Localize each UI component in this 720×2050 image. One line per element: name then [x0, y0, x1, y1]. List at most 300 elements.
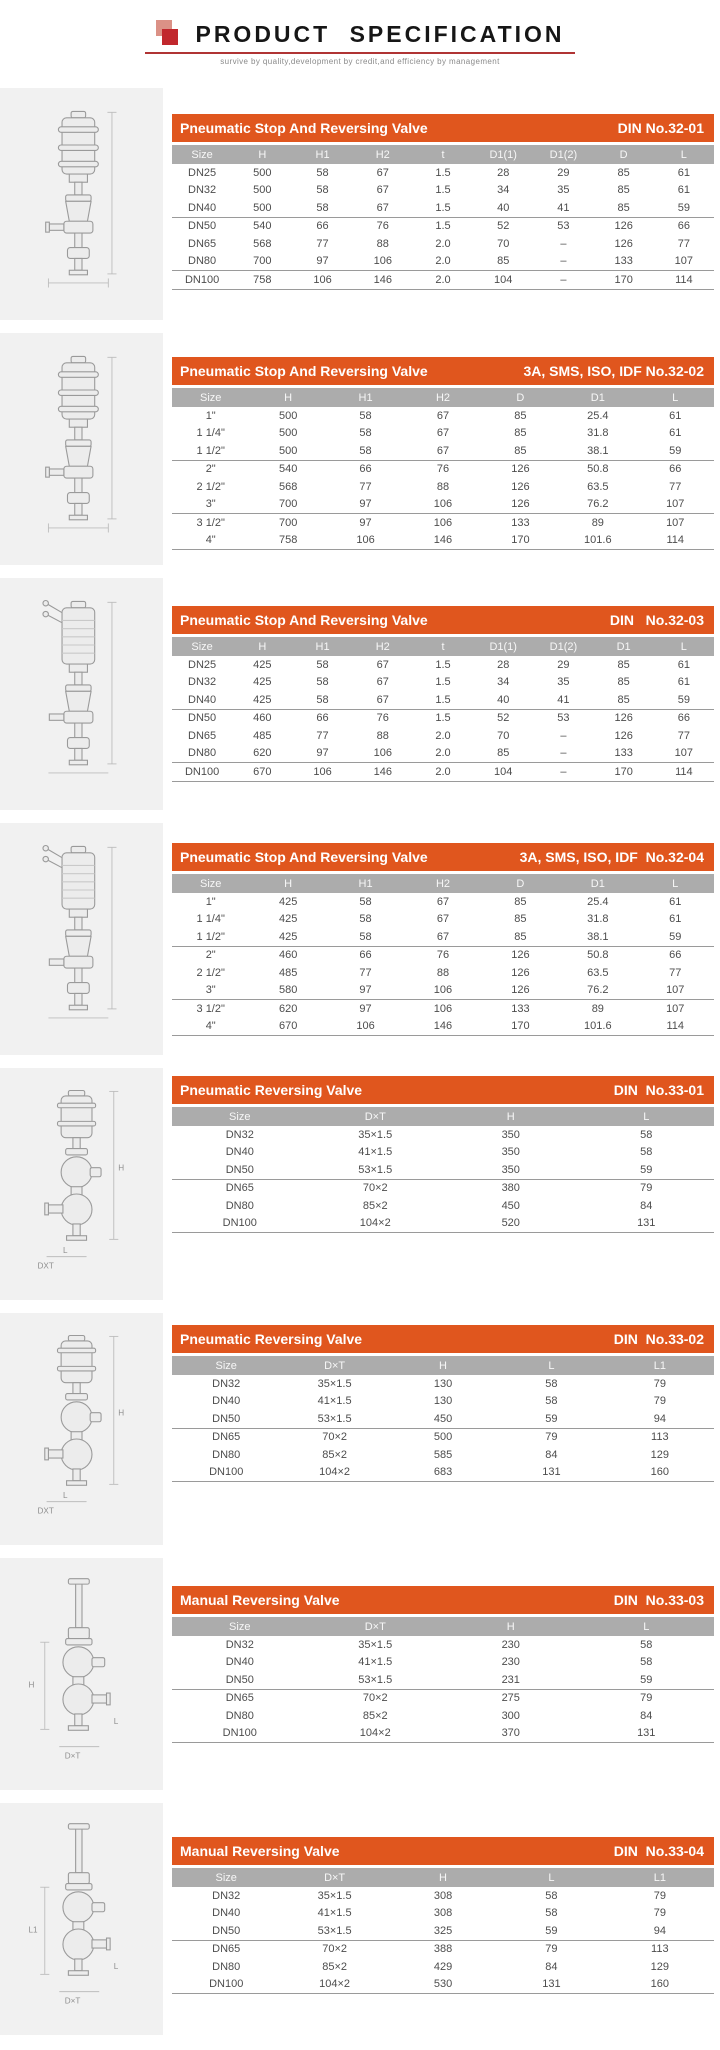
table-cell: DN50	[225, 1163, 254, 1176]
table-cell: 1.5	[435, 712, 451, 725]
table-cell: 1 1/2"	[196, 930, 225, 943]
table-cell: 126	[511, 498, 530, 511]
spec-sections	[0, 85, 720, 2045]
brand-tagline: survive by quality,development by credit,and efficiency by management	[220, 57, 500, 66]
table-cell: 63.5	[587, 480, 609, 493]
spec-section	[0, 1065, 720, 1310]
table-cell: 500	[433, 1431, 453, 1444]
table-cell: 41×1.5	[358, 1146, 393, 1159]
table-cell: 500	[253, 201, 272, 214]
table-cell: 70	[497, 729, 510, 742]
column-header: L1	[653, 1871, 666, 1884]
table-cell: DN80	[225, 1199, 254, 1212]
spec-section	[0, 820, 720, 1065]
table-title-bar	[172, 606, 714, 634]
table-row	[172, 478, 714, 496]
column-header: H	[439, 1871, 447, 1884]
table-cell: 85	[617, 201, 630, 214]
table-cell: 67	[436, 444, 450, 457]
table-cell: 79	[653, 1377, 666, 1390]
table-cell: 94	[653, 1412, 666, 1425]
table-cell: 76	[376, 712, 389, 725]
spec-section	[0, 85, 720, 330]
table-cell: 450	[433, 1412, 453, 1425]
table-title: Manual Reversing Valve	[180, 1843, 340, 1859]
column-header: D×T	[364, 1110, 386, 1123]
table-cell: 70	[497, 237, 510, 250]
pneumatic-stop-and-reversing-valve-weld-drawing	[0, 578, 163, 810]
page-header	[0, 0, 720, 85]
table-cell: 146	[373, 273, 392, 286]
table-cell: 425	[253, 658, 272, 671]
table-row	[172, 496, 714, 515]
table-cell: 31.8	[587, 913, 609, 926]
table-cell: 231	[501, 1673, 520, 1686]
table-cell: 126	[614, 712, 633, 725]
table-title-bar	[172, 114, 714, 142]
table-cell: 85	[617, 184, 630, 197]
table-cell: 97	[359, 516, 372, 529]
table-cell: 3 1/2"	[196, 1002, 225, 1015]
table-cell: DN50	[212, 1924, 241, 1937]
table-cell: 700	[253, 255, 272, 268]
table-cell: 77	[677, 237, 690, 250]
table-cell: 58	[359, 427, 372, 440]
table-row	[172, 182, 714, 200]
table-cell: DN50	[212, 1412, 241, 1425]
table-row	[172, 407, 714, 425]
table-cell: 425	[278, 913, 298, 926]
table-cell: 3"	[205, 984, 216, 997]
table-cell: 1"	[205, 409, 216, 422]
table-cell: 450	[501, 1199, 520, 1212]
table-row	[172, 1126, 714, 1144]
table-cell: 61	[677, 658, 690, 671]
table-standard-badge: DIN No.32-01	[617, 120, 704, 136]
table-cell: 59	[677, 201, 690, 214]
table-row	[172, 1671, 714, 1690]
table-cell: 114	[675, 765, 693, 778]
table-cell: 58	[545, 1377, 558, 1390]
table-row	[172, 514, 714, 532]
table-cell: 104×2	[359, 1727, 391, 1740]
table-cell: DN40	[225, 1146, 254, 1159]
table-cell: DN25	[188, 166, 217, 179]
table-cell: 104×2	[319, 1978, 351, 1991]
table-cell: DN80	[225, 1709, 254, 1722]
column-header: L	[672, 877, 679, 890]
column-header: D1(1)	[489, 148, 517, 161]
table-cell: 460	[278, 949, 298, 962]
table-cell: 61	[669, 427, 682, 440]
table-cell: 3"	[205, 498, 216, 511]
table-cell: 107	[666, 498, 685, 511]
column-header: D1(2)	[549, 640, 578, 653]
column-header: H2	[435, 391, 450, 404]
table-cell: 114	[666, 1020, 685, 1033]
table-standard-badge: 3A, SMS, ISO, IDF No.32-02	[523, 363, 704, 379]
table-cell: DN100	[209, 1978, 244, 1991]
table-cell: 61	[669, 409, 682, 422]
table-row	[172, 1144, 714, 1162]
table-row	[172, 947, 714, 965]
table-row	[172, 1429, 714, 1447]
table-cell: 85×2	[322, 1960, 347, 1973]
table-cell: DN40	[188, 693, 217, 706]
column-header: Size	[191, 148, 213, 161]
table-row	[172, 1707, 714, 1725]
table-cell: 76	[376, 220, 389, 233]
table-cell: 34	[497, 676, 510, 689]
table-row	[172, 928, 714, 947]
table-cell: 66	[359, 949, 372, 962]
table-cell: 89	[591, 516, 604, 529]
table-title: Pneumatic Stop And Reversing Valve	[180, 612, 428, 628]
table-cell: 500	[278, 444, 298, 457]
table-row	[172, 218, 714, 236]
table-cell: DN100	[209, 1466, 244, 1479]
table-cell: 1.5	[435, 166, 451, 179]
table-cell: 50.8	[587, 949, 609, 962]
table-cell: 89	[591, 1002, 604, 1015]
table-cell: 580	[278, 984, 298, 997]
table-row	[172, 271, 714, 289]
table-cell: 58	[545, 1395, 558, 1408]
table-cell: 53×1.5	[358, 1673, 393, 1686]
table-cell: 67	[436, 409, 450, 422]
table-standard-badge: DIN No.33-04	[613, 1843, 704, 1859]
table-cell: DN65	[212, 1943, 241, 1956]
table-cell: 79	[653, 1889, 666, 1902]
table-cell: 500	[278, 409, 298, 422]
table-cell: 77	[669, 966, 682, 979]
table-cell: 35×1.5	[317, 1377, 352, 1390]
table-cell: 41×1.5	[317, 1907, 352, 1920]
table-cell: DN80	[212, 1448, 241, 1461]
table-cell: 670	[253, 765, 272, 778]
table-standard-badge: 3A, SMS, ISO, IDF No.32-04	[519, 849, 704, 865]
table-cell: 113	[651, 1431, 669, 1444]
table-cell: 58	[545, 1907, 558, 1920]
table-cell: 107	[666, 516, 685, 529]
column-header: L1	[653, 1359, 666, 1372]
table-cell: 126	[614, 237, 633, 250]
table-cell: DN65	[225, 1692, 254, 1705]
table-cell: 41×1.5	[358, 1656, 393, 1669]
column-header: Size	[200, 391, 222, 404]
spec-table	[172, 843, 714, 1036]
column-header: H	[284, 391, 293, 404]
spec-section	[0, 1555, 720, 1800]
table-row	[172, 893, 714, 911]
table-cell: 106	[433, 516, 453, 529]
pneumatic-reversing-valve-drawing	[0, 1313, 163, 1545]
table-row	[172, 1958, 714, 1976]
table-cell: 85×2	[322, 1448, 347, 1461]
table-cell: DN65	[188, 729, 217, 742]
table-cell: 230	[501, 1638, 520, 1651]
table-cell: 50.8	[587, 463, 609, 476]
column-header: H1	[358, 877, 373, 890]
title-underline	[145, 52, 575, 54]
table-cell: 97	[316, 255, 329, 268]
table-cell: 170	[614, 273, 633, 286]
table-cell: 58	[640, 1656, 653, 1669]
svg-text:H: H	[117, 1163, 124, 1173]
table-cell: 130	[433, 1377, 453, 1390]
table-cell: 2.0	[435, 765, 451, 778]
table-cell: 85	[497, 747, 510, 760]
table-cell: 126	[511, 966, 530, 979]
table-row	[172, 1922, 714, 1941]
table-cell: 160	[650, 1466, 669, 1479]
table-cell: 370	[501, 1727, 520, 1740]
table-cell: 133	[614, 747, 633, 760]
svg-text:L1: L1	[27, 1925, 38, 1935]
table-cell: DN32	[212, 1377, 241, 1390]
column-header: H2	[375, 640, 390, 653]
pneumatic-stop-and-reversing-valve-weld-drawing	[0, 823, 163, 1055]
table-cell: DN40	[212, 1395, 241, 1408]
table-cell: 59	[640, 1673, 653, 1686]
table-row	[172, 691, 714, 710]
table-cell: 41×1.5	[317, 1395, 352, 1408]
table-cell: 77	[669, 480, 682, 493]
table-cell: 58	[640, 1146, 653, 1159]
column-header: Size	[200, 877, 222, 890]
table-cell: 76	[436, 463, 450, 476]
table-cell: 79	[653, 1907, 666, 1920]
table-standard-badge: DIN No.33-03	[613, 1592, 704, 1608]
table-rows	[172, 164, 714, 290]
column-header: Size	[229, 1110, 251, 1123]
table-cell: 31.8	[587, 427, 609, 440]
table-cell: 41	[557, 693, 570, 706]
table-cell: 230	[501, 1656, 520, 1669]
table-cell: 28	[497, 166, 510, 179]
column-header: Size	[191, 640, 213, 653]
table-cell: DN32	[212, 1889, 241, 1902]
table-cell: 76.2	[587, 498, 609, 511]
spec-section	[0, 1310, 720, 1555]
table-cell: 58	[316, 676, 329, 689]
table-cell: 2.0	[435, 237, 451, 250]
table-cell: 59	[669, 930, 682, 943]
table-cell: 67	[376, 693, 389, 706]
column-header: Size	[229, 1620, 251, 1633]
column-header: H	[284, 877, 293, 890]
svg-text:H: H	[117, 1408, 124, 1418]
table-row	[172, 1375, 714, 1393]
table-cell: 485	[278, 966, 298, 979]
table-cell: 106	[433, 498, 453, 511]
table-cell: –	[560, 255, 567, 268]
table-cell: 35×1.5	[358, 1128, 393, 1141]
table-row	[172, 1446, 714, 1464]
table-cell: 79	[640, 1692, 653, 1705]
column-header: t	[441, 148, 445, 161]
table-cell: 500	[278, 427, 298, 440]
table-cell: 1.5	[435, 693, 451, 706]
column-header: H1	[358, 391, 373, 404]
table-cell: 1.5	[435, 184, 451, 197]
table-cell: 1"	[205, 895, 216, 908]
table-cell: 126	[614, 729, 633, 742]
table-cell: 40	[497, 201, 510, 214]
brand-logo-icon	[155, 20, 183, 48]
table-cell: 460	[253, 712, 272, 725]
table-rows	[172, 1375, 714, 1482]
table-cell: 129	[650, 1448, 669, 1461]
table-cell: 70×2	[362, 1692, 388, 1705]
table-cell: 85	[514, 427, 527, 440]
table-cell: DN32	[225, 1638, 254, 1651]
table-row	[172, 1410, 714, 1429]
table-cell: 585	[433, 1448, 453, 1461]
table-column-headers	[172, 145, 714, 164]
table-cell: 683	[433, 1466, 453, 1479]
table-cell: 1.5	[435, 201, 451, 214]
table-cell: 620	[253, 747, 272, 760]
table-cell: 85×2	[362, 1709, 388, 1722]
table-cell: 67	[436, 895, 450, 908]
table-cell: 133	[511, 1002, 530, 1015]
table-cell: DN80	[188, 255, 217, 268]
table-cell: 88	[436, 966, 450, 979]
svg-text:D×T: D×T	[64, 1996, 80, 2006]
table-cell: 2"	[205, 463, 216, 476]
table-cell: 275	[501, 1692, 520, 1705]
table-cell: 170	[511, 534, 530, 547]
table-cell: 53×1.5	[317, 1412, 352, 1425]
table-cell: 61	[669, 895, 682, 908]
table-cell: 425	[278, 930, 298, 943]
table-row	[172, 674, 714, 692]
column-header: D1(1)	[489, 640, 517, 653]
table-row	[172, 1941, 714, 1959]
table-cell: 1.5	[435, 676, 451, 689]
table-cell: 104×2	[359, 1217, 391, 1230]
table-title: Pneumatic Stop And Reversing Valve	[180, 120, 428, 136]
table-cell: 66	[359, 463, 372, 476]
table-row	[172, 964, 714, 982]
table-cell: 114	[675, 273, 693, 286]
table-cell: 101.6	[584, 534, 612, 547]
spec-section	[0, 575, 720, 820]
spec-table	[172, 606, 714, 782]
column-header: D×T	[324, 1871, 346, 1884]
table-cell: 107	[674, 255, 694, 268]
column-header: H	[439, 1359, 447, 1372]
table-cell: 85	[497, 255, 510, 268]
table-cell: 94	[653, 1924, 666, 1937]
table-cell: 97	[359, 984, 372, 997]
table-cell: 58	[316, 201, 329, 214]
table-standard-badge: DIN No.33-02	[613, 1331, 704, 1347]
table-row	[172, 164, 714, 182]
table-cell: 568	[253, 237, 272, 250]
table-cell: 388	[433, 1943, 453, 1956]
table-title: Pneumatic Stop And Reversing Valve	[180, 849, 428, 865]
table-cell: 350	[501, 1146, 520, 1159]
table-cell: 2.0	[435, 747, 451, 760]
table-cell: 97	[359, 1002, 372, 1015]
table-cell: 1 1/2"	[196, 444, 225, 457]
table-rows	[172, 1636, 714, 1743]
column-header: D	[516, 877, 525, 890]
table-cell: 106	[313, 273, 332, 286]
table-cell: 500	[253, 166, 272, 179]
manual-reversing-valve-drawing	[0, 1803, 163, 2035]
table-cell: 114	[666, 534, 685, 547]
table-cell: 77	[359, 480, 372, 493]
table-cell: DN50	[188, 220, 217, 233]
table-cell: 61	[677, 184, 690, 197]
table-cell: 67	[376, 658, 389, 671]
svg-text:L: L	[113, 1716, 118, 1726]
column-header: t	[441, 640, 445, 653]
table-row	[172, 1393, 714, 1411]
table-cell: 85	[514, 913, 527, 926]
table-row	[172, 1000, 714, 1018]
table-row	[172, 1636, 714, 1654]
column-header: D×T	[364, 1620, 386, 1633]
table-cell: 70×2	[322, 1943, 347, 1956]
table-row	[172, 1976, 714, 1994]
table-cell: 25.4	[587, 409, 609, 422]
column-header: H	[506, 1620, 515, 1633]
table-cell: 66	[316, 220, 329, 233]
column-header: Size	[215, 1359, 237, 1372]
table-cell: 66	[316, 712, 329, 725]
column-header: H1	[315, 640, 330, 653]
table-row	[172, 1887, 714, 1905]
column-header: L	[643, 1110, 650, 1123]
table-cell: 53×1.5	[317, 1924, 352, 1937]
table-cell: 58	[359, 913, 372, 926]
table-cell: 38.1	[587, 444, 609, 457]
table-cell: 700	[278, 498, 298, 511]
column-header: H	[506, 1110, 515, 1123]
table-cell: 104	[494, 765, 513, 778]
table-cell: 79	[545, 1431, 558, 1444]
table-row	[172, 199, 714, 218]
table-cell: 29	[557, 166, 570, 179]
table-cell: DN65	[188, 237, 217, 250]
table-row	[172, 461, 714, 479]
table-cell: 85	[617, 676, 630, 689]
table-cell: –	[560, 273, 567, 286]
table-cell: 35×1.5	[317, 1889, 352, 1902]
table-cell: 146	[433, 534, 453, 547]
table-cell: 67	[436, 913, 450, 926]
table-cell: 107	[674, 747, 694, 760]
table-cell: 126	[511, 949, 530, 962]
table-row	[172, 1725, 714, 1743]
table-cell: 129	[650, 1960, 669, 1973]
table-cell: 300	[501, 1709, 520, 1722]
table-cell: 106	[373, 747, 392, 760]
table-cell: 97	[316, 747, 329, 760]
table-cell: 350	[501, 1128, 520, 1141]
table-cell: 104×2	[319, 1466, 351, 1479]
table-cell: 170	[511, 1020, 530, 1033]
table-rows	[172, 656, 714, 782]
table-row	[172, 1018, 714, 1036]
table-title-bar	[172, 843, 714, 871]
table-cell: 85×2	[362, 1199, 388, 1212]
table-cell: 25.4	[587, 895, 609, 908]
